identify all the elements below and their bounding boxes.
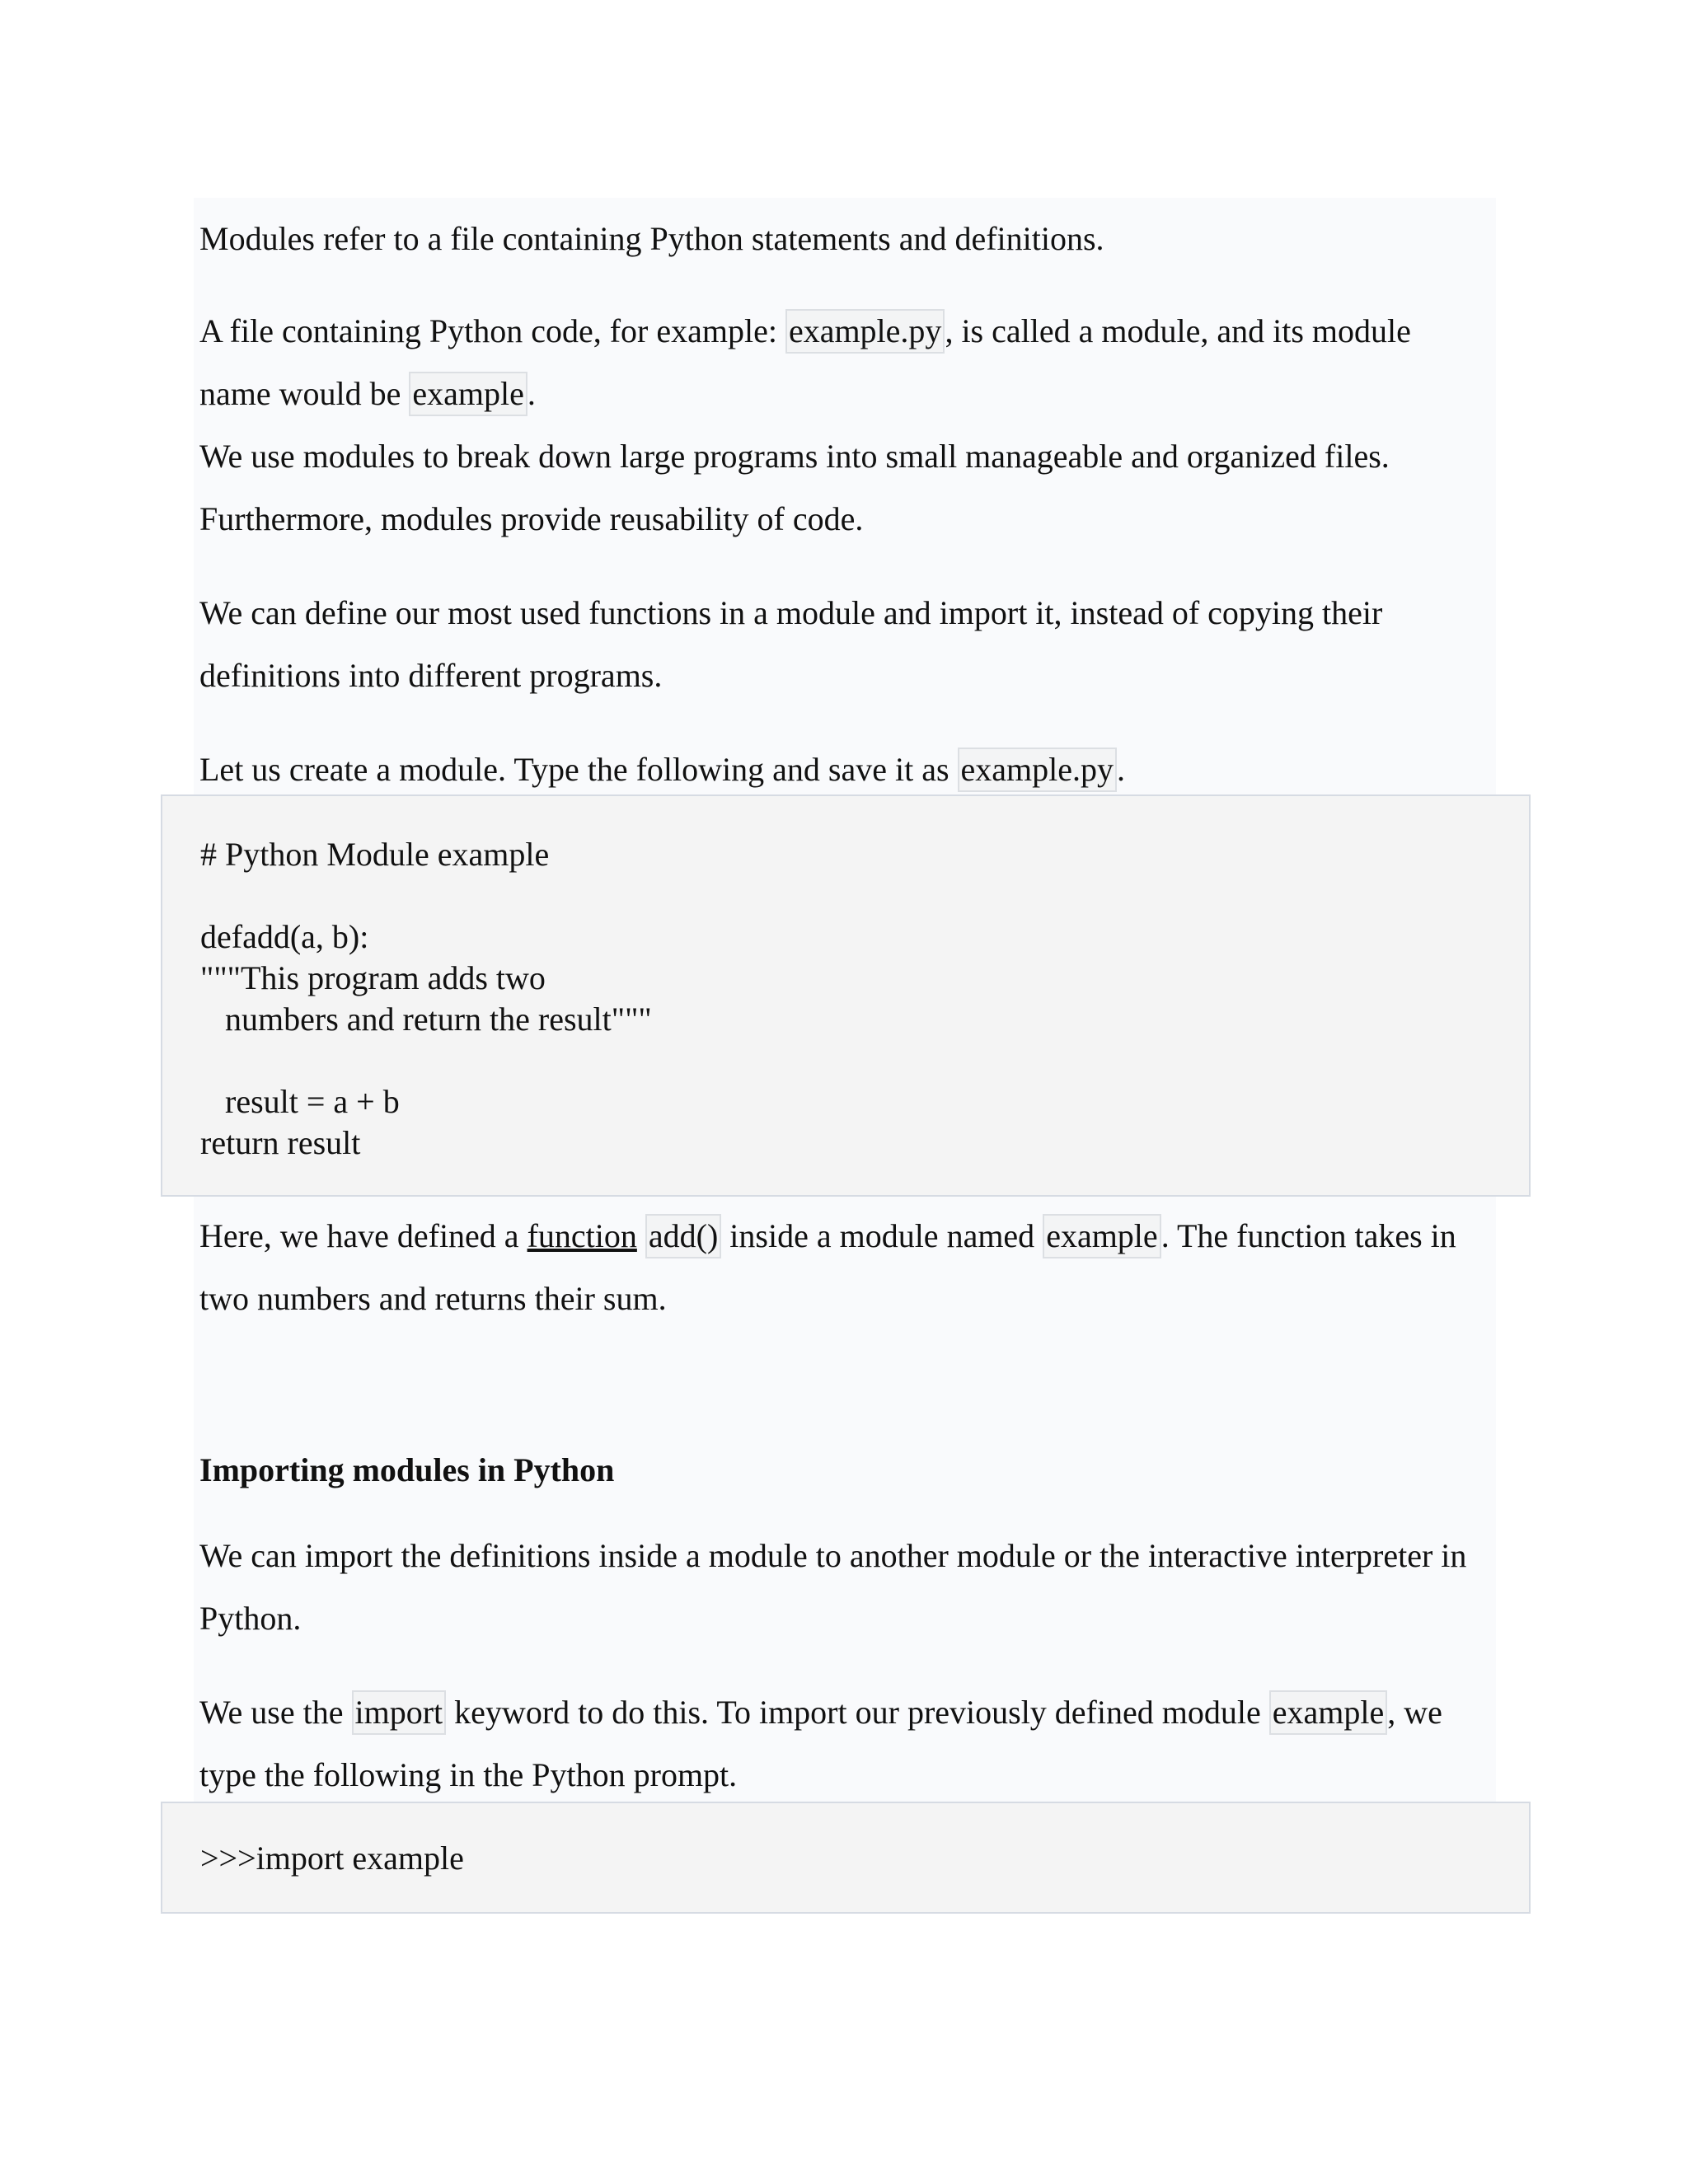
text (637, 1217, 645, 1254)
paragraph-break-down: We use modules to break down large programs into small manageable and organized files. (199, 438, 1390, 475)
text: , we (1387, 1694, 1442, 1731)
paragraph-import-keyword-cont: type the following in the Python prompt. (199, 1756, 738, 1793)
paragraph-define-functions-cont: definitions into different programs. (199, 657, 663, 694)
code-block-import-example (161, 1802, 1531, 1914)
text: keyword to do this. To import our previously defined module (446, 1694, 1269, 1731)
function-link[interactable]: function (527, 1217, 637, 1254)
paragraph-defined-function (199, 1205, 1456, 1268)
inline-code-add: add() (645, 1214, 721, 1258)
text: Here, we have defined a (199, 1217, 528, 1254)
paragraph-create-module (199, 738, 1125, 801)
text: A file containing Python code, for example: (199, 312, 785, 349)
code-line: # Python Module example (200, 836, 550, 873)
inline-code-example: example (1269, 1690, 1388, 1735)
inline-code-example-py: example.py (785, 309, 945, 354)
code-line: numbers and return the result""" (200, 1001, 652, 1038)
code-line: """This program adds two (200, 959, 546, 996)
inline-code-example-py: example.py (958, 748, 1118, 792)
code-line: defadd(a, b): (200, 918, 369, 955)
inline-code-example: example (409, 372, 528, 416)
text: . The function takes in (1160, 1217, 1456, 1254)
paragraph-defined-function-cont: two numbers and returns their sum. (199, 1280, 667, 1317)
code-line: return result (200, 1124, 361, 1161)
paragraph-import-definitions-cont: Python. (199, 1600, 302, 1637)
section-heading-importing-modules: Importing modules in Python (199, 1451, 615, 1488)
paragraph-define-functions: We can define our most used functions in a module and import it, instead of copying their (199, 594, 1383, 631)
text: . (1117, 751, 1126, 788)
code-block-module-example (161, 794, 1531, 1197)
text: . (527, 375, 536, 412)
text: , is called a module, and its module (945, 312, 1411, 349)
paragraph-import-definitions: We can import the definitions inside a module to another module or the interactive interpreter in (199, 1537, 1467, 1574)
text: inside a module named (721, 1217, 1043, 1254)
text: We use the (199, 1694, 352, 1731)
text: name would be (199, 375, 410, 412)
paragraph-module-file (199, 300, 1411, 363)
inline-code-import: import (352, 1690, 447, 1735)
code-line: result = a + b (200, 1083, 400, 1120)
text: Let us create a module. Type the following and save it as (199, 751, 958, 788)
paragraph-module-file-cont (199, 363, 536, 425)
inline-code-example: example (1043, 1214, 1161, 1258)
paragraph-import-keyword (199, 1681, 1442, 1744)
paragraph-reusability: Furthermore, modules provide reusability of code. (199, 500, 864, 537)
paragraph-modules-intro: Modules refer to a file containing Python statements and definitions. (199, 220, 1104, 257)
code-line: >>>import example (200, 1840, 464, 1877)
